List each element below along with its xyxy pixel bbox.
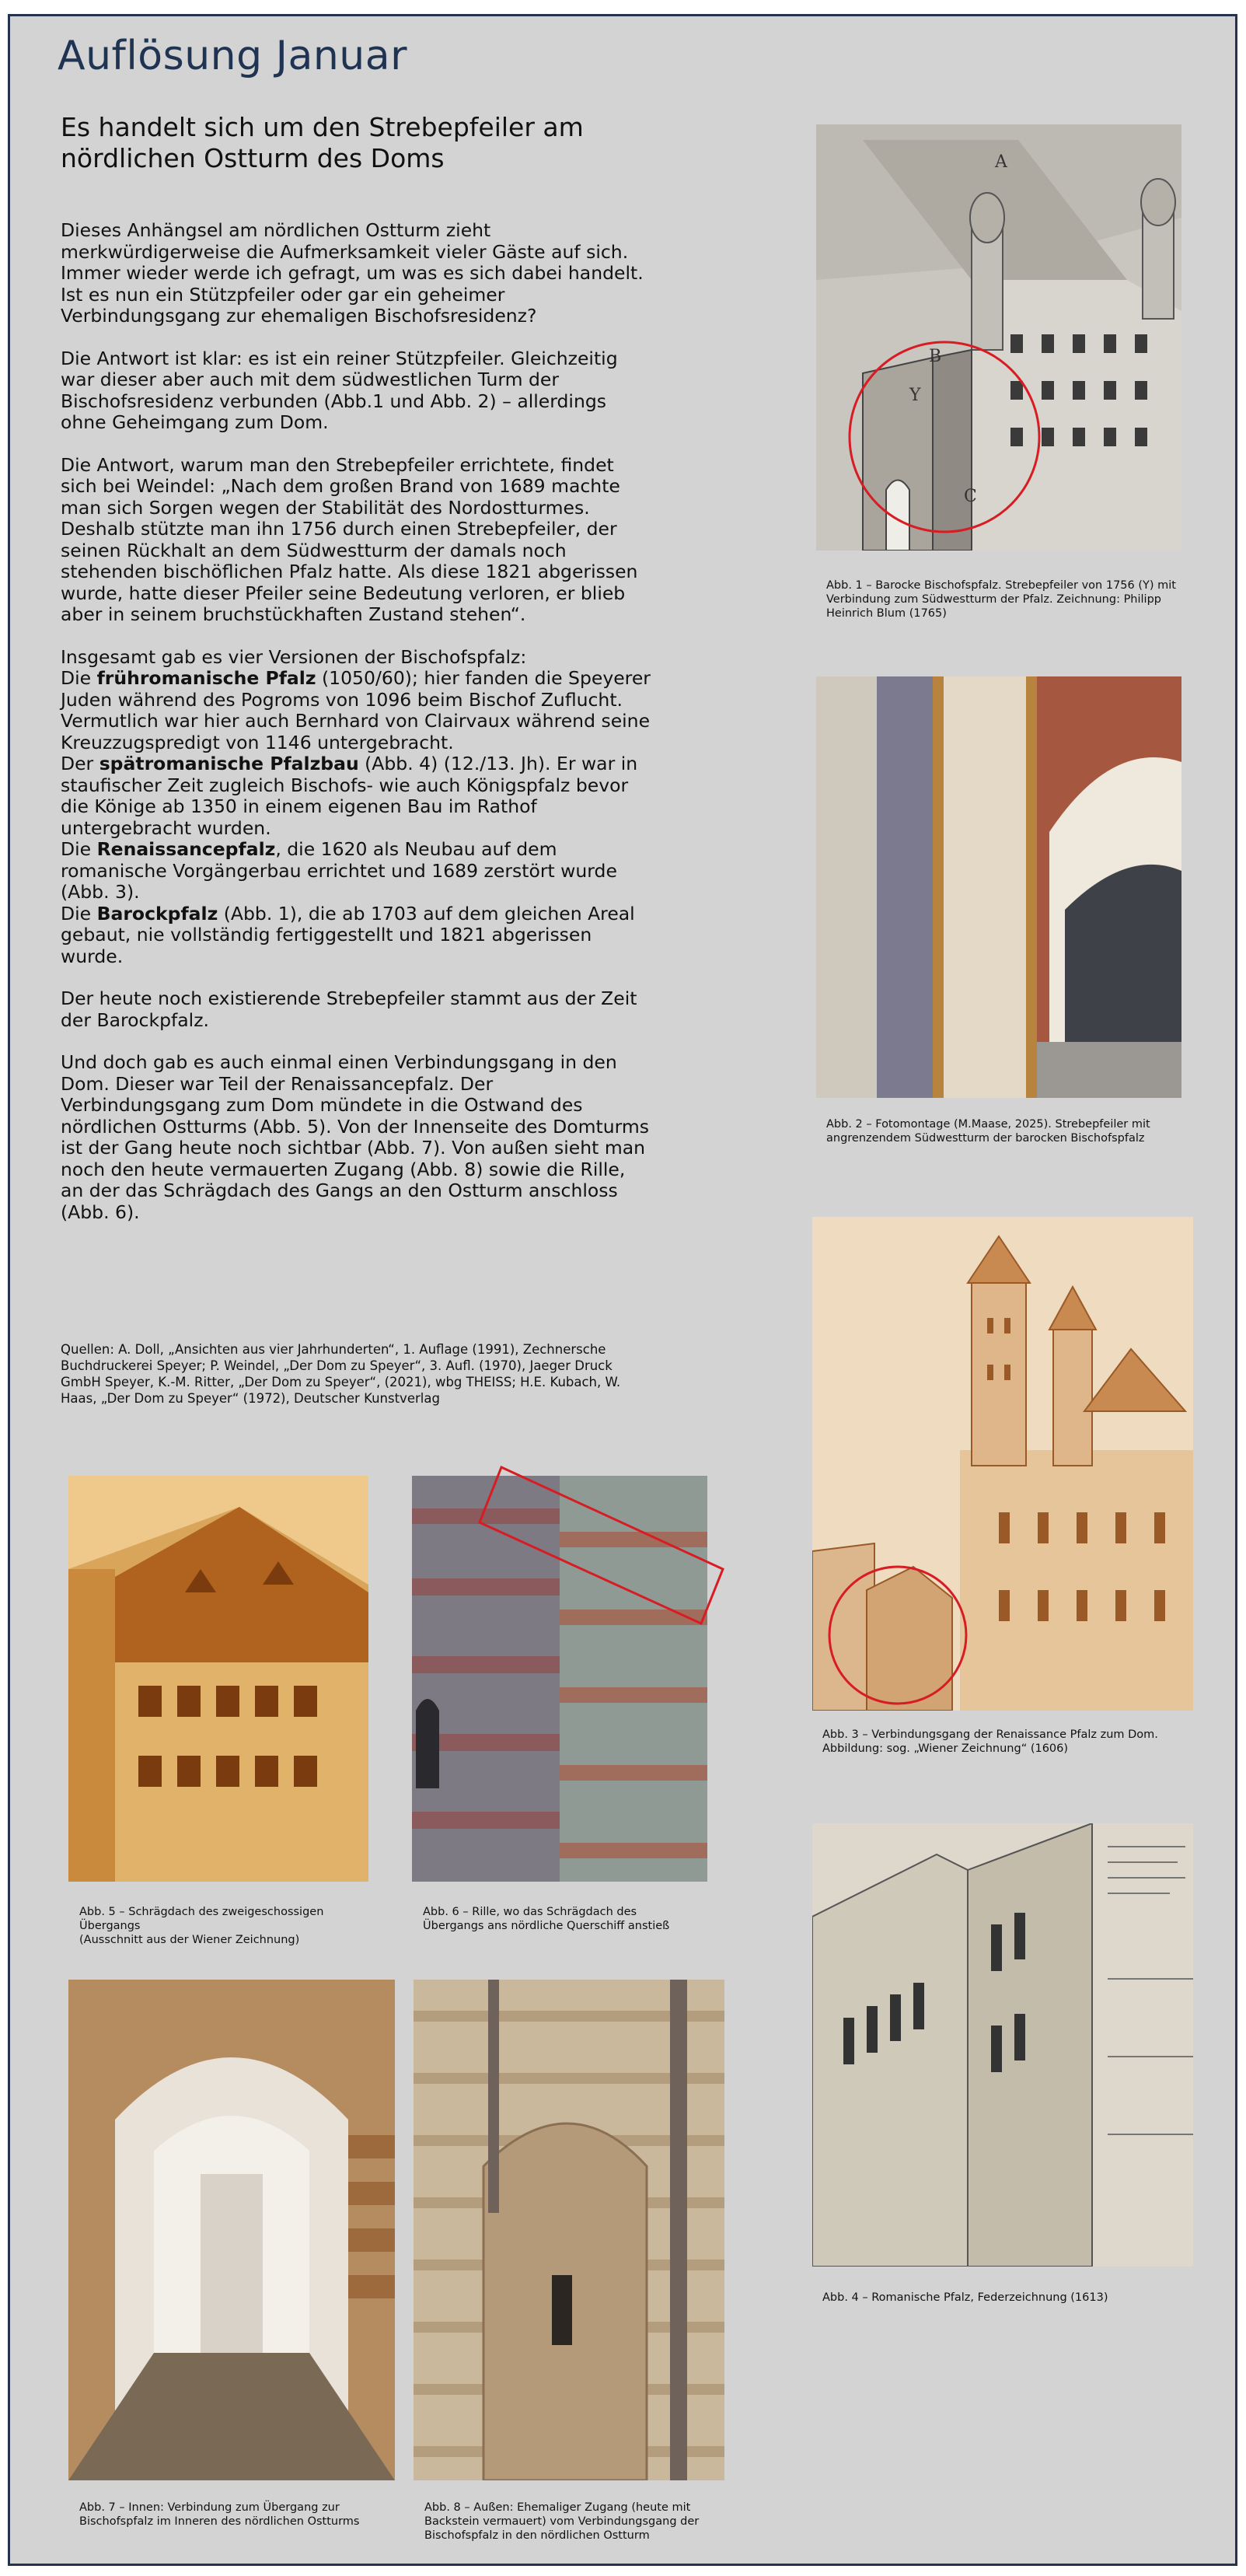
caption-abb5: Abb. 5 – Schrägdach des zweigeschossigen Übergangs (Ausschnitt aus der Wiener Zeichnung)	[79, 1906, 324, 1946]
caption-abb6: Abb. 6 – Rille, wo das Schrägdach des Übergangs ans nördliche Querschiff anstieß	[423, 1906, 670, 1932]
paragraph-connecting-passage: Und doch gab es auch einmal einen Verbindungsgang in den Dom. Dieser war Teil der Renaissancepfalz. Der Verbindungsgang zum Dom mündete in die Ostwand des nördlichen Ostturms (Abb. 5). Von der Innenseite des Domturms ist der Gang heute noch sichtbar (Abb. 7). Von außen sieht man noch den heute vermauerten Zugang (Abb. 8) sowie die Rille, an der das Schrägdach des Gangs an den Ostturm anschloss (Abb. 6).	[61, 1051, 650, 1223]
paragraph-weindel-quote: Die Antwort, warum man den Strebepfeiler errichtete, findet sich bei Weindel: „Nach dem großen Brand von 1689 machte man sich Sorgen wegen der Stabilität des Nordostturmes. Deshalb stützte man ihn 1756 durch einen Strebepfeiler, der seinen Rückhalt an dem Südwestturm der damals noch stehenden bischöflichen Pfalz hatte. Als diese 1821 abgerissen wurde, hatte dieser Pfeiler seine Bedeutung verloren, er blieb aber in seinem bruchstückhaften Zustand stehen“.	[61, 453, 638, 625]
page-subtitle: Es handelt sich um den Strebepfeiler am nördlichen Ostturm des Doms	[61, 112, 584, 173]
drawing-label-c: C	[964, 487, 977, 506]
drawing-label-b: B	[929, 347, 942, 366]
version-item: Die frühromanische Pfalz (1050/60); hier fanden die Speyerer Juden während des Pogroms von 1096 beim Bischof Zuflucht. Vermutlich war hier auch Bernhard von Clairvaux während seine Kreuzzugspredigt von 1146 untergebracht.	[61, 667, 651, 753]
caption-abb1: Abb. 1 – Barocke Bischofspfalz. Strebepfeiler von 1756 (Y) mit Verbindung zum Südwestturm der Pfalz. Zeichnung: Philipp Heinrich Blum (1765)	[826, 579, 1176, 620]
article-body	[61, 220, 651, 1244]
caption-abb2: Abb. 2 – Fotomontage (M.Maase, 2025). Strebepfeiler mit angrenzendem Südwestturm der barocken Bischofspfalz	[826, 1118, 1150, 1145]
figure-abb4-romanesque-drawing	[812, 1823, 1193, 2267]
page-title: Auflösung Januar	[58, 33, 407, 79]
sources-note: Quellen: A. Doll, „Ansichten aus vier Jahrhunderten“, 1. Auflage (1991), Zechnersche Buchdruckerei Speyer; P. Weindel, „Der Dom zu Speyer“, 3. Aufl. (1970), Jaeger Druck GmbH Speyer, K.-M. Ritter, „Der Dom zu Speyer“, (2021), wbg THEISS; H.E. Kubach, W. Haas, „Der Dom zu Speyer“ (1972), Deutscher Kunstverlag	[61, 1342, 621, 1406]
drawing-label-y: Y	[909, 386, 921, 405]
figure-abb6-groove-wall	[412, 1462, 731, 1882]
figure-abb7-interior-passage	[68, 1980, 395, 2480]
figure-abb8-exterior-entrance	[414, 1980, 724, 2480]
figure-abb2-photo-montage	[816, 676, 1181, 1098]
caption-abb3: Abb. 3 – Verbindungsgang der Renaissance Pfalz zum Dom. Abbildung: sog. „Wiener Zeichnung“ (1606)	[822, 1728, 1158, 1755]
version-item: Die Renaissancepfalz, die 1620 als Neubau auf dem romanische Vorgängerbau errichtet und 1689 zerstört wurde (Abb. 3).	[61, 838, 617, 903]
figure-abb3-wiener-zeichnung	[812, 1217, 1193, 1711]
paragraph-answer: Die Antwort ist klar: es ist ein reiner Stützpfeiler. Gleichzeitig war dieser aber auch mit dem südwestlichen Turm der Bischofsresidenz verbunden (Abb.1 und Abb. 2) – allerdings ohne Geheimgang zum Dom.	[61, 347, 618, 433]
caption-abb4: Abb. 4 – Romanische Pfalz, Federzeichnung (1613)	[822, 2291, 1108, 2304]
caption-abb8: Abb. 8 – Außen: Ehemaliger Zugang (heute mit Backstein vermauert) vom Verbindungsgang der Bischofspfalz in den nördlichen Ostturm	[424, 2501, 700, 2542]
version-item: Die Barockpfalz (Abb. 1), die ab 1703 auf dem gleichen Areal gebaut, nie vollständig fertiggestellt und 1821 abgerissen wurde.	[61, 902, 635, 967]
figure-abb5-roof-detail	[68, 1476, 368, 1882]
paragraph-versions	[61, 647, 651, 968]
paragraph-present: Der heute noch existierende Strebepfeiler stammt aus der Zeit der Barockpfalz.	[61, 987, 637, 1031]
caption-abb7: Abb. 7 – Innen: Verbindung zum Übergang zur Bischofspfalz im Inneren des nördlichen Ostturms	[79, 2501, 360, 2528]
versions-intro: Insgesamt gab es vier Versionen der Bischofspfalz:	[61, 645, 527, 668]
paragraph-intro: Dieses Anhängsel am nördlichen Ostturm zieht merkwürdigerweise die Aufmerksamkeit vieler Gäste auf sich. Immer wieder werde ich gefragt, um was es sich dabei handelt. Ist es nun ein Stützpfeiler oder gar ein geheimer Verbindungsgang zur ehemaligen Bischofsresidenz?	[61, 219, 644, 327]
drawing-label-a: A	[995, 152, 1007, 172]
version-item: Der spätromanische Pfalzbau (Abb. 4) (12./13. Jh). Er war in staufischer Zeit zugleich Bischofs- wie auch Königspfalz bevor die Könige ab 1350 in einem eigenen Bau im Rathof untergebracht wurden.	[61, 753, 638, 839]
figure-abb1-baroque-drawing	[816, 124, 1181, 551]
